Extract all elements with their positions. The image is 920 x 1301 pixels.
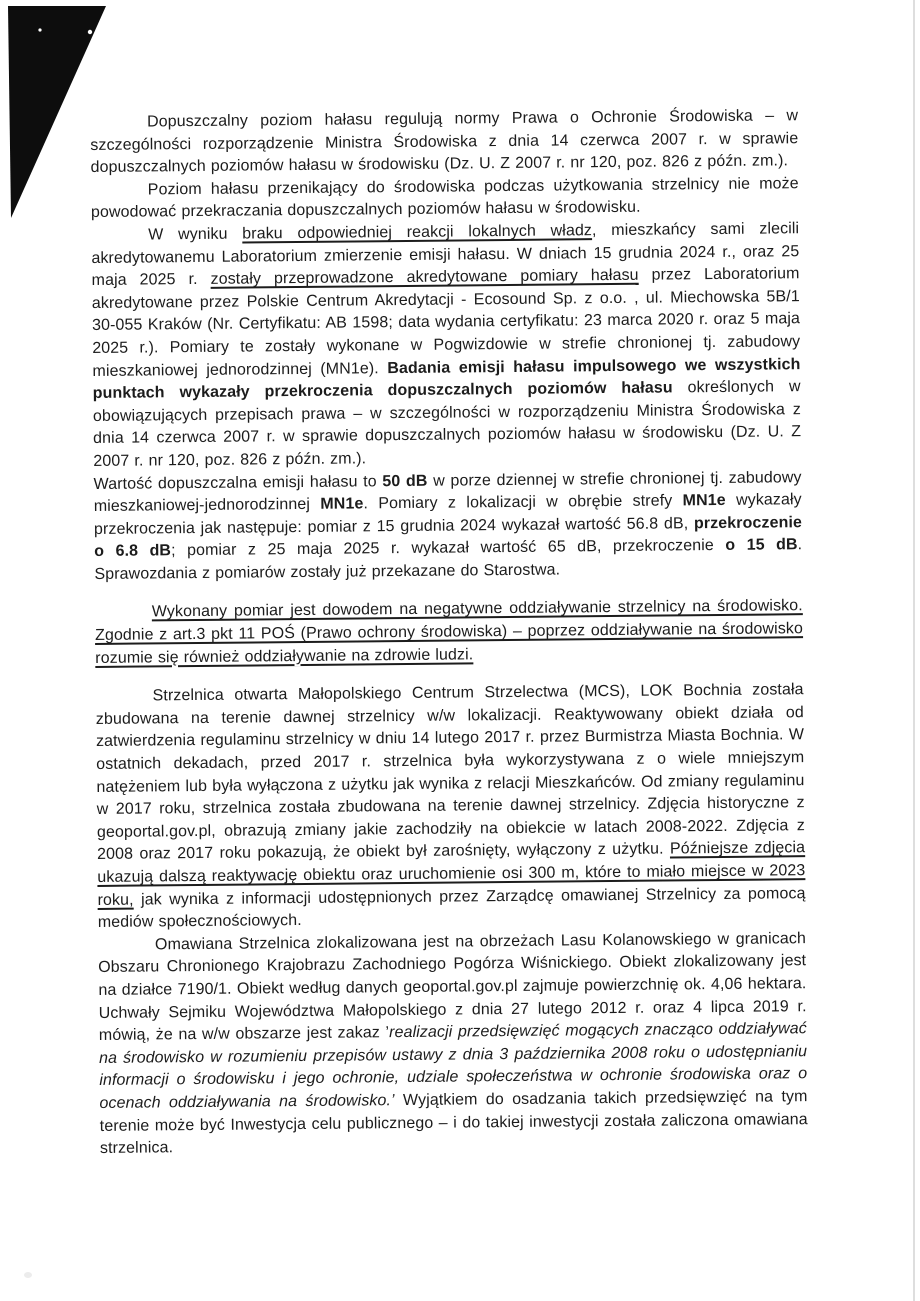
document-body bbox=[90, 105, 808, 1160]
text-run: Późniejsze zdjęcia ukazują dalszą reaktywację obiektu oraz uruchomienie osi 300 m, które to miało miejsce w 2023 roku, bbox=[97, 839, 806, 909]
text-run: . Pomiary z lokalizacji w obrębie strefy bbox=[363, 492, 683, 513]
text-run: wykazały przekroczenia jak następuje: pomiar z 15 grudnia 2024 wykazał wartość 56.8 dB, bbox=[93, 491, 802, 538]
scan-dust-speck bbox=[38, 28, 41, 31]
text-run: ; pomiar z 25 maja 2025 r. wykazał wartość 65 dB, przekroczenie bbox=[170, 537, 726, 560]
text-run: Wykonany pomiar jest dowodem na negatywne oddziaływanie strzelnicy na środowisko. Zgodnie z art.3 pkt 11 POŚ (Prawo ochrony środowiska) – poprzez oddziaływanie na środowisko rozumie się również oddziaływanie na zdrowie ludzi. bbox=[94, 597, 804, 667]
text-run: Omawiana Strzelnica zlokalizowana jest na obrzeżach Lasu Kolanowskiego w granicach Obszaru Chronionego Krajobrazu Zachodniego Pogórza Wiśnickiego. Obiekt zlokalizowany jest na działce 7190/1. Obiekt według danych geoportal.gov.pl zajmuje powierzchnię ok. 4,06 hektara. Uchwały Sejmiku Województwa Małopolskiego z dnia 27 lutego 2012 r. oraz 4 lipca 2019 r. mówią, że na w/w obszarze jest zakaz ’ bbox=[98, 929, 807, 1045]
paragraph-p6 bbox=[96, 679, 806, 934]
text-run: Badania emisji hałasu impulsowego we wszystkich punktach wykazały przekroczenia dopuszczalnych poziomów hałasu bbox=[92, 355, 801, 403]
paragraph-p7 bbox=[98, 928, 808, 1161]
paragraph-p4 bbox=[93, 467, 802, 587]
text-run: Wartość dopuszczalna emisji hałasu to bbox=[93, 472, 383, 493]
text-run: , mieszkańcy sami zlecili akredytowanemu Laboratorium zmierzenie emisji hałasu. W dniach 15 grudnia 2024 r., oraz 25 maja 2025 r. bbox=[91, 220, 800, 290]
text-run: Poziom hałasu przenikający do środowiska podczas użytkowania strzelnicy nie może powodować przekraczania dopuszczalnych poziomów hałasu w środowisku. bbox=[90, 174, 799, 222]
text-run: . Sprawozdania z pomiarów zostały już przekazane do Starostwa. bbox=[94, 536, 803, 583]
text-run: Strzelnica otwarta Małopolskiego Centrum Strzelectwa (MCS), LOK Bochnia została zbudowana na terenie dawnej strzelnicy w/w lokalizacji. Reaktywowany obiekt działa od zatwierdzenia regulaminu strzelnicy w dniu 14 lutego 2017 r. przez Burmistrza Miasta Bochnia. W ostatnich dekadach, przed 2017 r. strzelnica była wykorzystywana z o wiele mniejszym natężeniem lub była wyłączona z użytku jak wynika z relacji Mieszkańców. Od zmiany regulaminu w 2017 roku, strzelnica została zbudowana na terenie dawnej strzelnicy. Zdjęcia historyczne z geoportal.gov.pl, obrazują zmiany jakie zachodziły na obiekcie w latach 2008-2022. Zdjęcia z 2008 oraz 2017 roku pokazują, że obiekt był zarośnięty, wyłączony z użytku. bbox=[95, 681, 805, 864]
paragraph-p2 bbox=[91, 173, 799, 225]
scan-dust-speck bbox=[88, 30, 92, 34]
text-run: o 15 dB bbox=[725, 536, 798, 555]
text-run: przekroczenie o 6.8 dB bbox=[94, 513, 803, 561]
text-run: Dopuszczalny poziom hałasu regulują normy Prawa o Ochronie Środowiska – w szczególności rozporządzenie Ministra Środowiska z dnia 14 czerwca 2007 r. w sprawie dopuszczalnych poziomów hałasu w środowisku (Dz. U. Z 2007 r. nr 120, poz. 826 z późn. zm.). bbox=[90, 107, 799, 177]
text-run: MN1e bbox=[320, 495, 364, 513]
text-run: określonych w obowiązujących przepisach prawa – w szczególności w rozporządzeniu Ministra Środowiska z dnia 14 czerwca 2007 r. w sprawie dopuszczalnych poziomów hałasu w środowisku (Dz. U. Z 2007 r. nr 120, poz. 826 z późn. zm.). bbox=[92, 378, 802, 470]
paragraph-p5 bbox=[95, 596, 804, 671]
text-run: jak wynika z informacji udostępnionych przez Zarządcę omawianej Strzelnicy za pomocą mediów społecznościowych. bbox=[97, 884, 806, 932]
text-run: 50 dB bbox=[382, 472, 428, 490]
paragraph-p3 bbox=[91, 218, 801, 473]
text-run: MN1e bbox=[682, 492, 726, 510]
text-run: W wyniku bbox=[148, 225, 243, 244]
text-run: przez Laboratorium akredytowane przez Polskie Centrum Akredytacji - Ecosound Sp. z o.o. , ul. Miechowska 5B/1 30-055 Kraków (Nr. Certyfikatu: AB 1598; data wydania certyfikatu: 23 marca 2020 r. oraz 5 maja 2025 r.). Pomiary te zostały wykonane w Pogwizdowie w strefie chronionej tj. zabudowy mieszkaniowej jednorodzinnej (MN1e). bbox=[91, 265, 801, 380]
text-run: w porze dziennej w strefie chronionej tj. zabudowy mieszkaniowej-jednorodzinnej bbox=[93, 468, 802, 516]
text-run: braku odpowiedniej reakcji lokalnych władz bbox=[242, 222, 593, 243]
scan-edge-shadow bbox=[913, 0, 915, 1301]
text-run: Wyjątkiem do osadzania takich przedsięwzięć na tym terenie może być Inwestycja celu publicznego – i do takiej inwestycji została zaliczona omawiana strzelnica. bbox=[99, 1088, 808, 1158]
paragraph-p1 bbox=[90, 105, 799, 180]
scan-speck bbox=[24, 1272, 32, 1278]
text-run: zostały przeprowadzone akredytowane pomiary hałasu bbox=[210, 266, 639, 289]
text-run: realizacji przedsięwzięć mogących znacząco oddziaływać na środowisko w rozumieniu przepisów ustawy z dnia 3 października 2008 roku o udostępnianiu informacji o środowisku i jego ochronie, udziale społeczeństwa w ochronie środowiska oraz o ocenach oddziaływania na środowisko.’ bbox=[99, 1020, 808, 1112]
